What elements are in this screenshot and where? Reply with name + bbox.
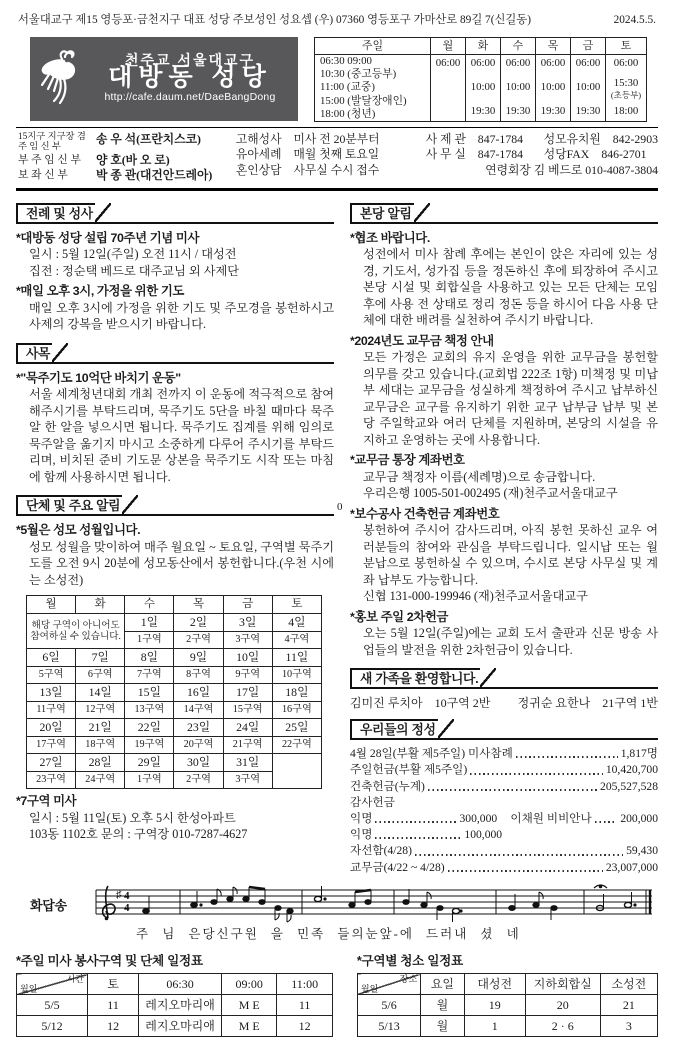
notice-paragraph: 성전에서 미사 참례 후에는 본인이 앉은 자리에 있는 성경, 기도서, 성가집 등을 정돈하신 후에 퇴장하여 주시고 본당 시설 및 회합실을 사용하고 있는 모든 단체는 모임 후에 사용 전 상태로 정리 정돈 등을 하시어 다음 사용 단체에 대한 배려를 실천하여 주시기 바랍니다. (363, 247, 658, 327)
table-row: 5/6 월 19 20 21 (357, 995, 657, 1016)
member-name: 정귀순 요한나 (517, 696, 591, 710)
clergy-role: 부 주 임 신 부 (18, 153, 81, 166)
notice-heading: *홍보 주일 2차헌금 (350, 609, 448, 624)
section-tab-cut-icon (438, 719, 454, 738)
clergy-role: 보 좌 신 부 (18, 169, 68, 181)
masthead-date: 2024.5.5. (613, 14, 656, 26)
table-row: 5/12 12 레지오마리애 M E 12 (17, 1016, 333, 1037)
section-title: 본당 알림 (350, 203, 414, 222)
clergy-role: 15지구 지구장 겸 주 임 신 부 (18, 131, 86, 152)
section-tab-cut-icon (122, 495, 138, 514)
mass-thursday-times: 06:00 10:00 19:30 (536, 55, 571, 122)
dove-icon (38, 45, 84, 112)
calendar-note: 해당 구역이 아니어도 참여하실 수 있습니다. (27, 614, 125, 649)
clergy-name: 박 종 관(대건안드레아) (96, 168, 213, 182)
table-row: 5/13 월 1 2 · 6 3 (357, 1016, 657, 1037)
svg-text:4: 4 (124, 889, 130, 902)
corner-header: 장소 월일 (357, 974, 420, 995)
right-column (350, 199, 658, 876)
clergy-name: 양 호(바 오 로) (96, 152, 170, 167)
section-parish-news (350, 203, 658, 224)
member-name: 김미진 루치아 (350, 696, 423, 710)
contact-info: 사 제 관 847-1784 성모유치원 842-2903 사 무 실 847-1784 성당FAX 846-2701 연령회장 김 베드로 010-4087-3804 (425, 131, 658, 177)
section-title: 사목 (16, 343, 52, 362)
mass-monday-times: 06:00 (431, 55, 466, 122)
mass-col-header: 토 (606, 37, 647, 55)
offering-row: 주일헌금(부활 제5주일) 10,420,700 (350, 763, 658, 777)
notice-paragraph: 오는 5월 12일(주일)에는 교회 도서 출판과 신문 방송 사업들의 발전을 위한 2차헌금이 있습니다. (363, 626, 658, 657)
cleaning-schedule-table: 장소 월일 요일 대성전 지하회합실 소성전 5/6 월 19 20 21 5/13 월 1 2 · 6 3 (357, 973, 658, 1037)
parish-logo (30, 37, 298, 121)
section-tab-cut-icon (480, 668, 496, 687)
offering-row: 익명 100,000 (350, 828, 503, 842)
notice-heading: *교무금 통장 계좌번호 (350, 453, 465, 467)
notice-line: 교무금 책정자 이름(세례명)으로 송금합니다. (363, 469, 596, 484)
responsorial-psalm (30, 884, 658, 929)
logo-url: http://cafe.daum.net/DaeBangDong (104, 90, 276, 103)
psalm-lyrics: 주 님 은당신구원 을 민족 들의눈앞-에 드러내 셨 네 (136, 927, 521, 942)
sacrament-info: 고해성사 미사 전 20분부터 유아세례 매월 첫째 토요일 혼인상담 사무실 수시 접수 (235, 131, 380, 177)
section-groups (16, 495, 334, 516)
offering-row: 4월 28일(부활 제5주일) 미사참례 1,817명 (350, 747, 658, 761)
notice-line: 일시 : 5월 11일(토) 오후 5시 한성아파트 (29, 810, 236, 825)
mass-col-header: 금 (571, 37, 606, 55)
member-group: 10구역 2반 (434, 696, 491, 710)
offering-row: 익명 300,000 이채원 비비안나 200,000 (350, 812, 658, 826)
section-tab-cut-icon (414, 203, 430, 222)
masthead-line: 서울대교구 제15 영등포·금천지구 대표 성당 주보성인 성요셉 (우) 07360 영등포구 가마산로 89길 7(신길동) (18, 14, 531, 26)
section-tab-cut-icon (52, 343, 68, 362)
notice-paragraph: 매일 오후 3시에 가정을 위한 기도 및 주모경을 봉헌하시고 사제의 강복을 받으시기 바랍니다. (29, 300, 334, 331)
section-title: 새 가족을 환영합니다. (350, 668, 480, 687)
sunday-duty-table: 시간 월일 토 06:30 09:00 11:00 5/5 11 레지오마리애 M E 11 5/12 12 레지오마리애 M E 12 (16, 973, 333, 1037)
cleaning-schedule-table-block (357, 953, 658, 1037)
notice-line: 일시 : 5월 12일(주일) 오전 11시 / 대성전 (29, 247, 237, 261)
account-number: 신협 131-000-199946 (재)천주교서울대교구 (363, 589, 588, 603)
notice-heading: *5월은 성모 성월입니다. (16, 523, 141, 537)
notice-paragraph: 봉헌하여 주시어 감사드리며, 아직 봉헌 못하신 교우 여러분들의 참여와 관심을 부탁드립니다. 일시납 또는 월 분납으로 봉헌하실 수 있으며, 수시로 본당 사무실 및 계좌 납부도 가능합니다. (363, 523, 658, 587)
section-title: 단체 및 주요 알림 (16, 495, 122, 514)
mass-col-header: 월 (431, 37, 466, 55)
sunday-duty-table-block (16, 953, 333, 1037)
notice-heading: *협조 바랍니다. (350, 230, 430, 245)
offering-row: 자선함(4/28) 59,430 (350, 844, 658, 858)
notice-heading: *2024년도 교무금 책정 안내 (350, 333, 494, 348)
svg-text:♯: ♯ (116, 888, 122, 901)
rosary-calendar-table: 월 화 수 목 금 토 해당 구역이 아니어도 참여하실 수 있습니다. 1일 2일 3일 4일 1구역 2구역 3구역 4구역 6일 7일 8일 9일 10일 11일 5구역 6구역 7구역 8구역 9구역 10구역 13일 14일 15일 16일 17일 18일 11구역 12구역 13구역 14구역 15구역 16구역 20일 21일 22일 23일 24일 25일 17구역 18구역 19구역 20구역 21구역 22구역 27일 28일 29일 30일 31일 23구역 24구역 1구역 2구역 3구역 (26, 595, 322, 789)
section-liturgy (16, 203, 334, 224)
svg-text:4: 4 (124, 901, 130, 914)
corner-header: 시간 월일 (17, 974, 88, 995)
mass-col-header: 주일 (315, 37, 431, 55)
clergy-name: 송 우 석(프란치스코) (96, 131, 201, 146)
offering-row: 감사헌금 (350, 795, 395, 809)
notice-line: 103동 1102호 문의 : 구역장 010-7287-4627 (29, 827, 248, 841)
table-title: *주일 미사 봉사구역 및 단체 일정표 (16, 953, 203, 968)
notice-heading: *7구역 미사 (16, 794, 77, 808)
masthead (16, 10, 658, 35)
offering-row: 건축헌금(누계) 205,527,528 (350, 779, 658, 793)
mass-schedule-table (314, 37, 647, 123)
notice-heading: *대방동 성당 설립 70주년 기념 미사 (16, 230, 200, 245)
member-group: 21구역 1반 (602, 696, 658, 710)
section-title: 우리들의 정성 (350, 719, 438, 738)
section-new-family (350, 668, 658, 689)
logo-parish-name: 대방동 성당 (108, 63, 272, 92)
notice-paragraph: 서울 세계청년대회 개최 전까지 이 운동에 적극적으로 참여해주시기를 부탁드리며, 묵주기도 5단을 바칠 때마다 묵주알 한 알을 넣으시면 됩니다. 묵주기도 집계를 위해 임의로 묵주알을 옮기지 마시고 소중하게 다루어 주시기를 부탁드리며, 비치된 준비 기도문 상본을 묵주기도 시작 또는 마침에 함께 사용하시면 됩니다. (29, 387, 334, 484)
table-row: 5/5 11 레지오마리애 M E 11 (17, 995, 333, 1016)
psalm-label: 화답송 (30, 897, 67, 913)
mass-saturday-times: 06:00 15:30 (초등부) 18:00 (606, 55, 647, 122)
account-number: 우리은행 1005-501-002495 (재)천주교서울대교구 (363, 486, 618, 500)
mass-tuesday-times: 06:00 10:00 19:30 (466, 55, 501, 122)
section-pastoral (16, 343, 334, 364)
notice-heading: *매일 오후 3시, 가정을 위한 기도 (16, 284, 185, 298)
notice-paragraph: 성모 성월을 맞이하여 매주 월요일 ~ 토요일, 구역별 묵주기도를 오전 9시 20분에 성모동산에서 봉헌합니다.(우천 시에는 소성전) (29, 539, 334, 587)
table-title: *구역별 청소 일정표 (356, 953, 463, 968)
mass-friday-times: 06:00 10:00 19:30 (571, 55, 606, 122)
stray-mark: 0 (337, 501, 343, 513)
section-tab-cut-icon (95, 203, 111, 222)
left-column (16, 199, 334, 876)
music-staff-notation (94, 884, 654, 929)
mass-sunday-times: 06:30 09:00 10:30 (중고등부) 11:00 (교중) 15:00 (발달장애인) 18:00 (청년) (315, 55, 431, 122)
offering-row: 교무금(4/22 ~ 4/28) 23,007,000 (350, 860, 658, 874)
mass-wednesday-times: 06:00 10:00 19:30 (501, 55, 536, 122)
notice-heading: *보수공사 건축헌금 계좌번호 (350, 506, 500, 521)
section-offerings (350, 719, 658, 740)
notice-line: 집전 : 정순택 베드로 대주교님 외 사제단 (29, 263, 240, 278)
staff-info-strip (16, 127, 658, 191)
clergy-list (18, 132, 236, 184)
section-title: 전례 및 성사 (16, 203, 95, 222)
new-family-row (350, 695, 658, 711)
logo-diocese: 천주교 서울대교구 (124, 51, 256, 68)
header-row (30, 37, 658, 121)
notice-paragraph: 모든 가정은 교회의 유지 운영을 위한 교무금을 봉헌할 의무를 갖고 있습니다.(교회법 222조 1항) 미책정 및 미납부 세대는 교무금을 성실하게 책정하여 주시고 납부하신 교무금은 교구를 유지하기 위한 교구 납부금 납부 및 본당 주일학교와 여러 단체를 지원하며, 본당의 시설을 유지하고 운영하는 곳에 사용합니다. (363, 350, 658, 447)
notice-heading: *"묵주기도 10억단 바치기 운동" (16, 370, 181, 385)
mass-col-header: 수 (501, 37, 536, 55)
mass-col-header: 목 (536, 37, 571, 55)
bottom-tables (16, 953, 658, 1037)
mass-col-header: 화 (466, 37, 501, 55)
